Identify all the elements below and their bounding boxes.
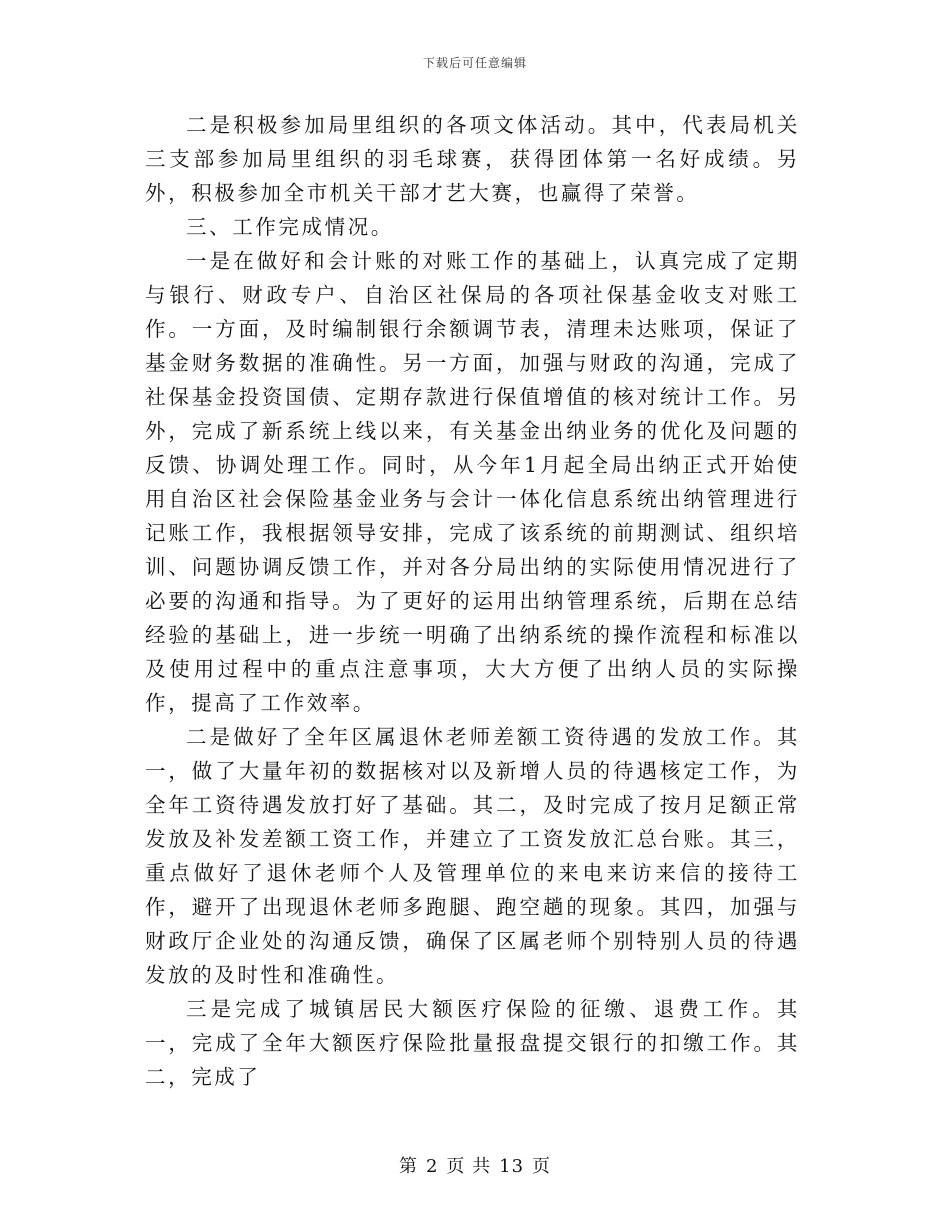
section-heading-work-completion: 三、工作完成情况。 xyxy=(186,215,394,239)
page-suffix: 页 xyxy=(532,1156,552,1177)
header-note: 下载后可任意编辑 xyxy=(422,56,527,70)
page-prefix: 第 xyxy=(398,1156,418,1177)
document-body xyxy=(145,108,800,1094)
page-total: 13 xyxy=(499,1156,525,1177)
page-middle: 页 共 xyxy=(446,1156,492,1177)
paragraph-cultural-activities: 二是积极参加局里组织的各项文体活动。其中，代表局机关三支部参加局里组织的羽毛球赛，获得团体第一名好成绩。另外，积极参加全市机关干部才艺大赛，也赢得了荣誉。 xyxy=(145,113,800,205)
paragraph-medical-insurance: 三是完成了城镇居民大额医疗保险的征缴、退费工作。其一，完成了全年大额医疗保险批量报盘提交银行的扣缴工作。其二，完成了 xyxy=(145,997,800,1089)
page-current: 2 xyxy=(425,1156,439,1177)
paragraph-retired-teacher-wages: 二是做好了全年区属退休老师差额工资待遇的发放工作。其一，做了大量年初的数据核对以及新增人员的待遇核定工作，为全年工资待遇发放打好了基础。其二，及时完成了按月足额正常发放及补发差额工资工作，并建立了工资发放汇总台账。其三，重点做好了退休老师个人及管理单位的来电来访来信的接待工作，避开了出现退休老师多跑腿、跑空趟的现象。其四，加强与财政厅企业处的沟通反馈，确保了区属老师个别特别人员的待遇发放的及时性和准确性。 xyxy=(145,725,800,987)
paragraph-account-reconciliation: 一是在做好和会计账的对账工作的基础上，认真完成了定期与银行、财政专户、自治区社保局的各项社保基金收支对账工作。一方面，及时编制银行余额调节表，清理未达账项，保证了基金财务数据的准确性。另一方面，加强与财政的沟通，完成了社保基金投资国债、定期存款进行保值增值的核对统计工作。另外，完成了新系统上线以来，有关基金出纳业务的优化及问题的反馈、协调处理工作。同时，从今年1月起全局出纳正式开始使用自治区社会保险基金业务与会计一体化信息系统出纳管理进行记账工作，我根据领导安排，完成了该系统的前期测试、组织培训、问题协调反馈工作，并对各分局出纳的实际使用情况进行了必要的沟通和指导。为了更好的运用出纳管理系统，后期在总结经验的基础上，进一步统一明确了出纳系统的操作流程和标准以及使用过程中的重点注意事项，大大方便了出纳人员的实际操作，提高了工作效率。 xyxy=(145,249,800,715)
page-number-footer xyxy=(0,1152,950,1178)
